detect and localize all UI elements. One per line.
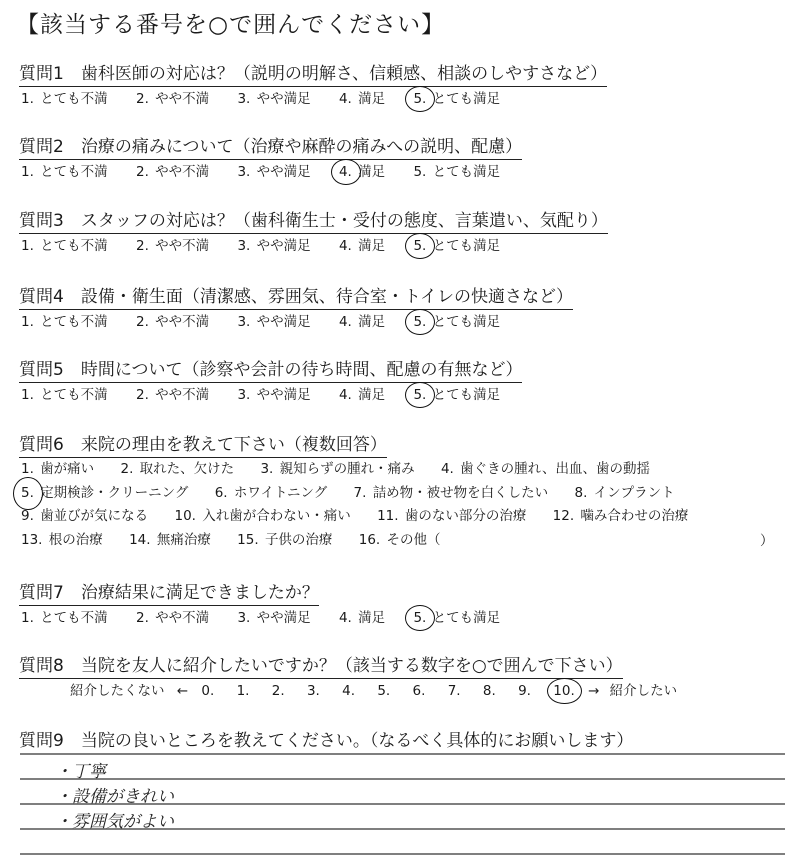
option-4-circled[interactable]: 4. 満足 xyxy=(338,164,386,180)
reason-row xyxy=(19,482,708,506)
scale-1[interactable]: 1. xyxy=(236,683,250,699)
reason-3[interactable]: 3. 親知らずの腫れ・痛み xyxy=(260,461,415,477)
scale-8[interactable]: 8. xyxy=(482,683,496,699)
scale-left-label: 紹介したくない xyxy=(70,683,165,699)
reason-row xyxy=(19,529,708,553)
option-4[interactable]: 4. 満足 xyxy=(338,610,386,626)
reason-5-circled[interactable]: 5. 定期検診・クリーニング xyxy=(19,482,188,506)
scale-0[interactable]: 0. xyxy=(201,683,215,699)
reason-8[interactable]: 8. インプラント xyxy=(574,484,675,501)
question-1-options xyxy=(19,87,522,107)
reason-1[interactable]: 1. 歯が痛い xyxy=(21,461,95,477)
reason-12[interactable]: 12. 噛み合わせの治療 xyxy=(552,508,689,524)
question-9-title: 質問9 当院の良いところを教えてください。（なるべく具体的にお願いします） xyxy=(19,731,634,751)
option-3[interactable]: 3. やや満足 xyxy=(237,238,311,254)
reason-10[interactable]: 10. 入れ歯が合わない・痛い xyxy=(174,508,351,524)
scale-6[interactable]: 6. xyxy=(412,683,426,699)
option-3[interactable]: 3. やや満足 xyxy=(237,387,311,403)
reason-11[interactable]: 11. 歯のない部分の治療 xyxy=(377,508,527,524)
question-2-title: 質問2 治療の痛みについて（治療や麻酔の痛みへの説明、配慮） xyxy=(19,132,522,160)
right-arrow-icon: → xyxy=(588,683,600,699)
option-5-circled[interactable]: 5. とても満足 xyxy=(413,238,501,254)
option-4[interactable]: 4. 満足 xyxy=(338,314,386,330)
option-4[interactable]: 4. 満足 xyxy=(338,91,386,107)
other-close-paren: ） xyxy=(760,533,774,549)
question-6-reasons xyxy=(19,458,708,552)
option-5-circled[interactable]: 5. とても満足 xyxy=(413,610,501,626)
option-4[interactable]: 4. 満足 xyxy=(338,238,386,254)
question-6-title: 質問6 来院の理由を教えて下さい（複数回答） xyxy=(19,430,387,458)
scale-3[interactable]: 3. xyxy=(306,683,320,699)
question-3-options xyxy=(19,234,522,254)
handwritten-answer-3: ・雰囲気がよい xyxy=(55,812,174,832)
option-3[interactable]: 3. やや満足 xyxy=(237,91,311,107)
option-1[interactable]: 1. とても不満 xyxy=(21,164,108,180)
option-1[interactable]: 1. とても不満 xyxy=(21,610,108,626)
reason-2[interactable]: 2. 取れた、欠けた xyxy=(120,461,235,477)
question-1-title: 質問1 歯科医師の対応は？（説明の明解さ、信頼感、相談のしやすさなど） xyxy=(19,59,607,87)
option-1[interactable]: 1. とても不満 xyxy=(21,91,108,107)
question-2-options xyxy=(19,160,522,180)
scale-7[interactable]: 7. xyxy=(447,683,461,699)
reason-6[interactable]: 6. ホワイトニング xyxy=(214,484,328,501)
option-5[interactable]: 5. とても満足 xyxy=(413,164,501,180)
question-4-options xyxy=(19,310,522,330)
option-5-circled[interactable]: 5. とても満足 xyxy=(413,91,501,107)
reason-16[interactable]: 16. その他（ xyxy=(358,531,441,548)
option-2[interactable]: 2. やや不満 xyxy=(135,164,210,180)
reason-4[interactable]: 4. 歯ぐきの腫れ、出血、歯の動揺 xyxy=(440,461,650,477)
reason-15[interactable]: 15. 子供の治療 xyxy=(237,531,333,548)
option-2[interactable]: 2. やや不満 xyxy=(135,238,210,254)
option-5-circled[interactable]: 5. とても満足 xyxy=(413,314,501,330)
question-7-options xyxy=(19,606,522,626)
scale-4[interactable]: 4. xyxy=(342,683,356,699)
option-3[interactable]: 3. やや満足 xyxy=(237,164,311,180)
question-3-title: 質問3 スタッフの対応は？（歯科衛生士・受付の態度、言葉遣い、気配り） xyxy=(19,206,608,234)
reason-row xyxy=(19,505,708,529)
option-5-circled[interactable]: 5. とても満足 xyxy=(413,387,501,403)
scale-10-circled[interactable]: 10. xyxy=(553,683,575,699)
option-2[interactable]: 2. やや不満 xyxy=(135,314,210,330)
question-8-title: 質問8 当院を友人に紹介したいですか？（該当する数字を○で囲んで下さい） xyxy=(19,651,623,679)
scale-9[interactable]: 9. xyxy=(518,683,531,699)
option-1[interactable]: 1. とても不満 xyxy=(21,387,108,403)
handwritten-answer-1: ・丁寧 xyxy=(55,762,106,782)
scale-2[interactable]: 2. xyxy=(271,683,285,699)
reason-9[interactable]: 9. 歯並びが気になる xyxy=(21,508,149,524)
handwritten-answer-2: ・設備がきれい xyxy=(55,787,174,807)
reason-7[interactable]: 7. 詰め物・被せ物を白くしたい xyxy=(353,484,549,501)
question-4-title: 質問4 設備・衛生面（清潔感、雰囲気、待合室・トイレの快適さなど） xyxy=(19,282,573,310)
option-1[interactable]: 1. とても不満 xyxy=(21,238,108,254)
option-2[interactable]: 2. やや不満 xyxy=(135,610,210,626)
option-1[interactable]: 1. とても不満 xyxy=(21,314,108,330)
reason-row xyxy=(19,458,708,482)
option-3[interactable]: 3. やや満足 xyxy=(237,314,311,330)
left-arrow-icon: ← xyxy=(176,683,189,699)
option-3[interactable]: 3. やや満足 xyxy=(237,610,311,626)
scale-5[interactable]: 5. xyxy=(377,683,391,699)
option-2[interactable]: 2. やや不満 xyxy=(135,387,210,403)
instruction-header: 【該当する番号を○で囲んでください】 xyxy=(16,12,446,38)
scale-right-label: 紹介したい xyxy=(609,683,678,699)
question-5-title: 質問5 時間について（診察や会計の待ち時間、配慮の有無など） xyxy=(19,355,522,383)
question-7-title: 質問7 治療結果に満足できましたか？ xyxy=(19,578,319,606)
option-4[interactable]: 4. 満足 xyxy=(338,387,386,403)
reason-14[interactable]: 14. 無痛治療 xyxy=(129,531,211,548)
option-2[interactable]: 2. やや不満 xyxy=(135,91,210,107)
question-8-scale xyxy=(70,679,685,699)
reason-13[interactable]: 13. 根の治療 xyxy=(21,531,103,548)
question-5-options xyxy=(19,383,522,403)
